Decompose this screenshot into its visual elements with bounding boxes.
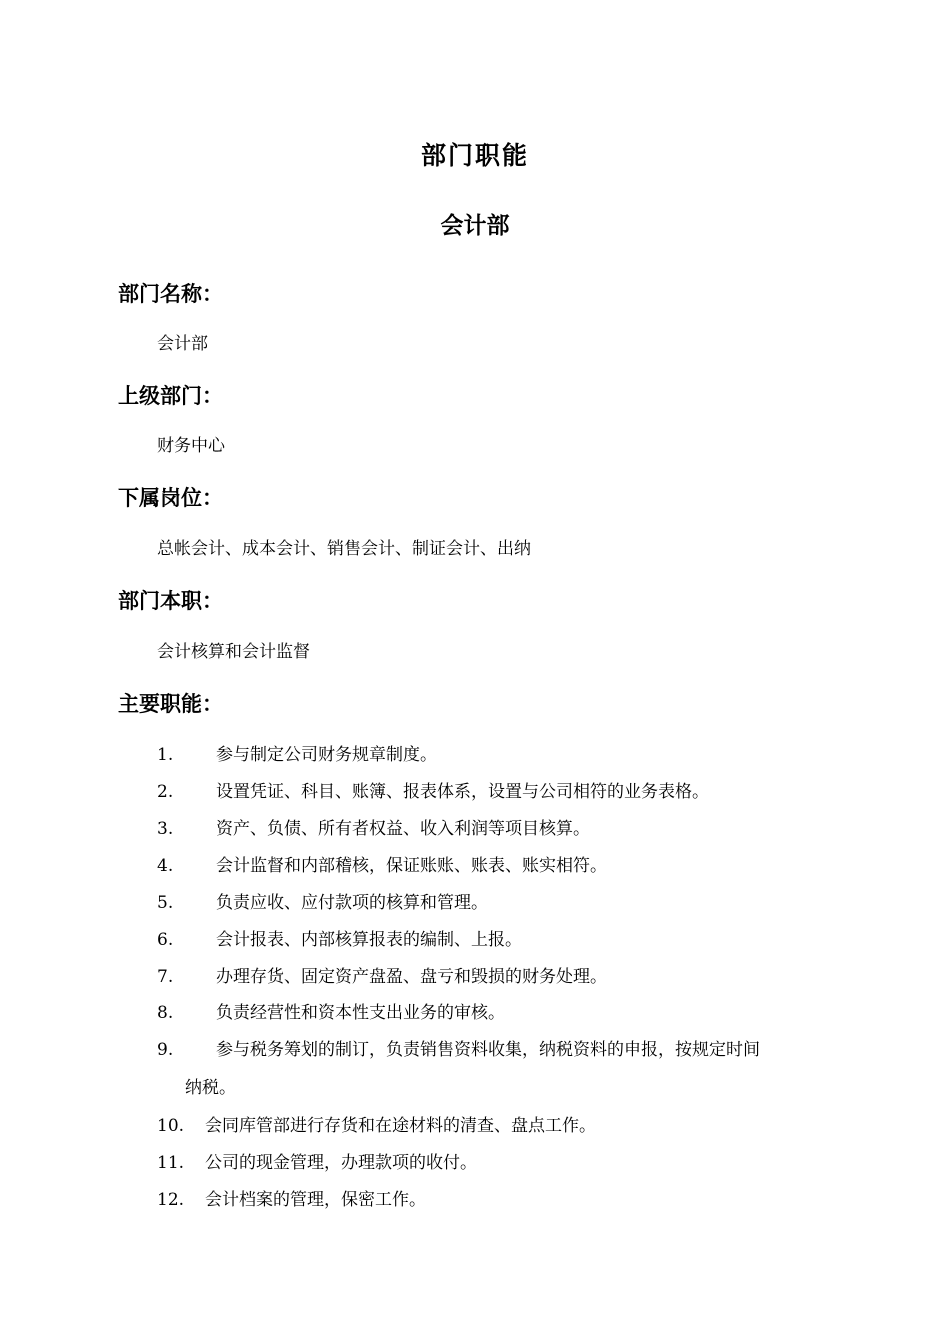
function-number: 4. xyxy=(157,856,174,876)
function-text: 会计档案的管理，保密工作。 xyxy=(205,1190,426,1210)
function-text: 设置凭证、科目、账簿、报表体系，设置与公司相符的业务表格。 xyxy=(216,782,709,802)
function-number: 5. xyxy=(157,893,174,913)
function-text: 会计监督和内部稽核，保证账账、账表、账实相符。 xyxy=(216,856,607,876)
function-text-continuation: 纳税。 xyxy=(185,1078,236,1098)
function-item xyxy=(157,743,847,767)
function-number: 6. xyxy=(157,930,174,950)
function-item xyxy=(157,854,847,878)
function-number: 9. xyxy=(157,1040,174,1060)
function-item xyxy=(157,1151,847,1175)
function-text: 会同库管部进行存货和在途材料的清查、盘点工作。 xyxy=(205,1116,596,1136)
section-body-superior-department: 财务中心 xyxy=(157,436,225,456)
function-number: 8. xyxy=(157,1003,174,1023)
function-number: 12. xyxy=(157,1190,185,1210)
function-number: 11. xyxy=(157,1153,185,1173)
function-text: 公司的现金管理，办理款项的收付。 xyxy=(205,1153,477,1173)
function-number: 2. xyxy=(157,782,174,802)
section-body-department-name: 会计部 xyxy=(157,334,208,354)
function-item xyxy=(157,965,847,989)
section-body-subordinate-positions: 总帐会计、成本会计、销售会计、制证会计、出纳 xyxy=(157,539,531,559)
function-number: 7. xyxy=(157,967,174,987)
function-number: 1. xyxy=(157,745,174,765)
function-item xyxy=(157,780,847,804)
section-body-department-duty: 会计核算和会计监督 xyxy=(157,642,310,662)
function-item xyxy=(157,1114,847,1138)
function-item xyxy=(157,928,847,952)
function-item xyxy=(157,1188,847,1212)
section-heading-department-name: 部门名称： xyxy=(118,282,223,306)
function-item xyxy=(157,1038,857,1062)
function-item xyxy=(157,891,847,915)
document-title: 部门职能 xyxy=(420,141,529,170)
function-item xyxy=(157,817,847,841)
section-heading-subordinate-positions: 下属岗位： xyxy=(118,486,223,510)
function-item xyxy=(157,1001,847,1025)
function-text: 参与制定公司财务规章制度。 xyxy=(216,745,437,765)
function-text: 办理存货、固定资产盘盈、盘亏和毁损的财务处理。 xyxy=(216,967,607,987)
section-heading-superior-department: 上级部门： xyxy=(118,384,223,408)
section-heading-department-duty: 部门本职： xyxy=(118,589,223,613)
function-text: 参与税务筹划的制订，负责销售资料收集，纳税资料的申报，按规定时间 xyxy=(216,1040,760,1060)
function-number: 3. xyxy=(157,819,174,839)
function-number: 10. xyxy=(157,1116,185,1136)
section-heading-main-functions: 主要职能： xyxy=(118,692,223,716)
function-text: 负责经营性和资本性支出业务的审核。 xyxy=(216,1003,505,1023)
department-title: 会计部 xyxy=(440,212,510,239)
function-text: 资产、负债、所有者权益、收入利润等项目核算。 xyxy=(216,819,590,839)
function-text: 负责应收、应付款项的核算和管理。 xyxy=(216,893,488,913)
function-text: 会计报表、内部核算报表的编制、上报。 xyxy=(216,930,522,950)
